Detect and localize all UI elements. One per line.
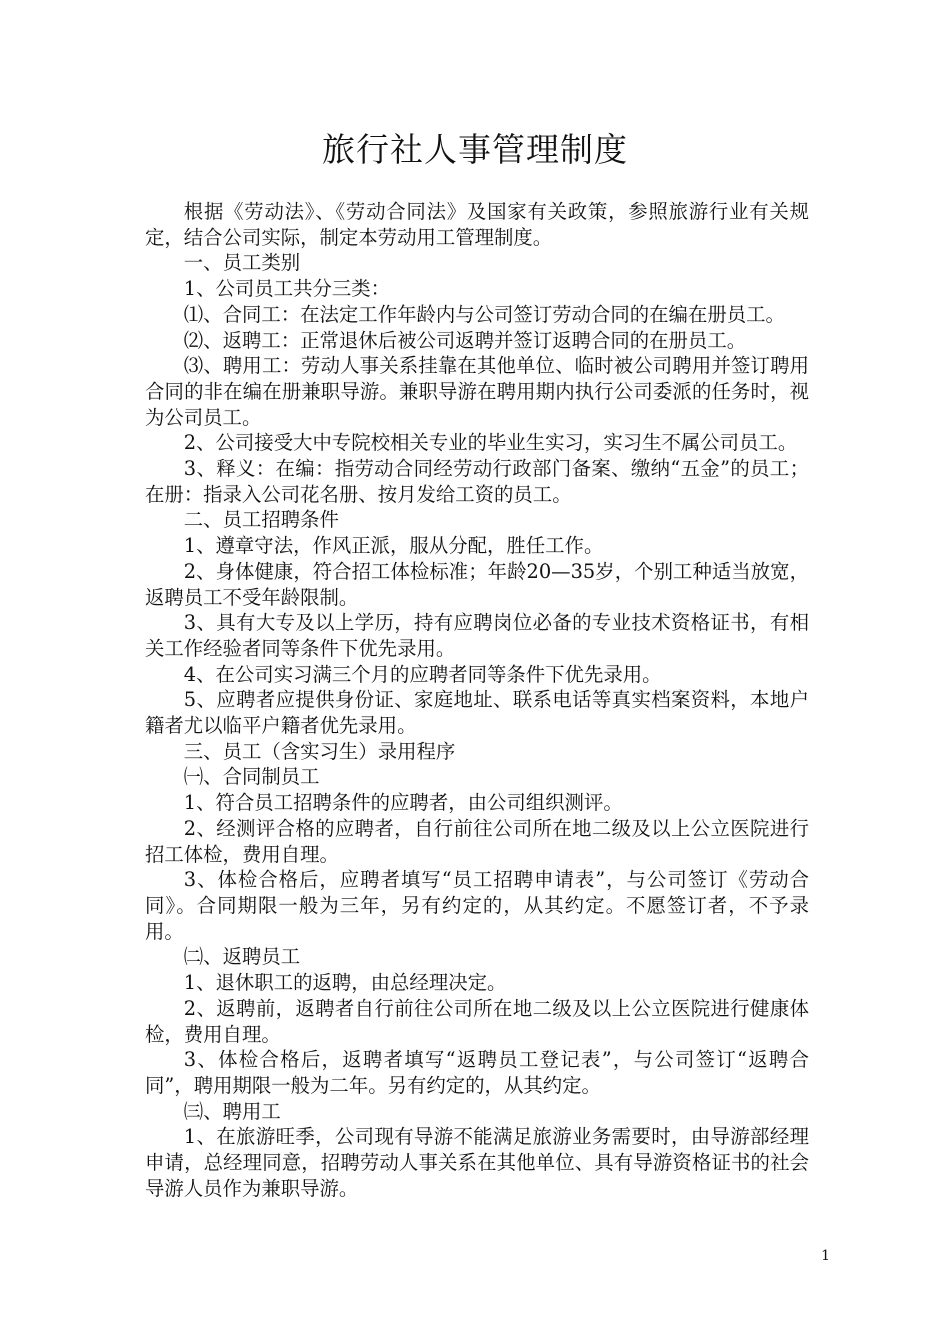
section-heading-recruitment-conditions: 二、员工招聘条件: [183, 508, 339, 532]
subsection-heading-hired-staff: ㈢、聘用工: [183, 1099, 281, 1123]
paragraph: 5、应聘者应提供身份证、家庭地址、联系电话等真实档案资料，本地户籍者尤以临平户籍者优先录用。: [145, 688, 809, 738]
paragraph: 3、具有大专及以上学历，持有应聘岗位必备的专业技术资格证书，有相关工作经验者同等条件下优先录用。: [145, 611, 809, 660]
section-heading-hiring-procedure: 三、员工（含实习生）录用程序: [183, 739, 456, 763]
paragraph: 2、经测评合格的应聘者，自行前往公司所在地二级及以上公立医院进行招工体检，费用自理。: [145, 816, 809, 866]
paragraph: 2、返聘前，返聘者自行前往公司所在地二级及以上公立医院进行健康体检，费用自理。: [145, 996, 809, 1046]
paragraph: 1、在旅游旺季，公司现有导游不能满足旅游业务需要时，由导游部经理申请，总经理同意，招聘劳动人事关系在其他单位、具有导游资格证书的社会导游人员作为兼职导游。: [145, 1125, 809, 1200]
page-number: 1: [821, 1248, 830, 1264]
paragraph: ⑵、返聘工：正常退休后被公司返聘并签订返聘合同的在册员工。: [183, 328, 747, 352]
paragraph: 3、体检合格后，应聘者填写“员工招聘申请表”，与公司签订《劳动合同》。合同期限一般为三年，另有约定的，从其约定。不愿签订者，不予录用。: [145, 868, 809, 943]
section-heading-employee-types: 一、员工类别: [183, 251, 301, 275]
paragraph: 1、公司员工共分三类：: [183, 277, 391, 301]
paragraph: ⑴、合同工：在法定工作年龄内与公司签订劳动合同的在编在册员工。: [183, 302, 785, 326]
paragraph: 2、公司接受大中专院校相关专业的毕业生实习，实习生不属公司员工。: [183, 431, 798, 455]
paragraph: 3、释义：在编：指劳动合同经劳动行政部门备案、缴纳“五金”的员工；在册：指录入公司花名册、按月发给工资的员工。: [145, 457, 809, 506]
document-body: [145, 199, 809, 1201]
document-title: 旅行社人事管理制度: [322, 130, 628, 169]
paragraph: 2、身体健康，符合招工体检标准；年龄20—35岁，个别工种适当放宽，返聘员工不受年龄限制。: [145, 559, 809, 609]
paragraph: 1、退休职工的返聘，由总经理决定。: [183, 971, 507, 995]
paragraph: 3、体检合格后，返聘者填写“返聘员工登记表”，与公司签订“返聘合同”，聘用期限一般为二年。另有约定的，从其约定。: [145, 1048, 809, 1097]
paragraph: 1、遵章守法，作风正派，服从分配，胜任工作。: [183, 534, 604, 558]
paragraph: ⑶、聘用工：劳动人事关系挂靠在其他单位、临时被公司聘用并签订聘用合同的非在编在册兼职导游。兼职导游在聘用期内执行公司委派的任务时，视为公司员工。: [145, 354, 809, 429]
paragraph-intro: 根据《劳动法》、《劳动合同法》及国家有关政策，参照旅游行业有关规定，结合公司实际，制定本劳动用工管理制度。: [145, 200, 809, 249]
paragraph: 4、在公司实习满三个月的应聘者同等条件下优先录用。: [183, 662, 662, 686]
paragraph: 1、符合员工招聘条件的应聘者，由公司组织测评。: [183, 791, 623, 815]
subsection-heading-rehired-staff: ㈡、返聘员工: [183, 945, 301, 969]
subsection-heading-contract-staff: ㈠、合同制员工: [183, 765, 320, 789]
